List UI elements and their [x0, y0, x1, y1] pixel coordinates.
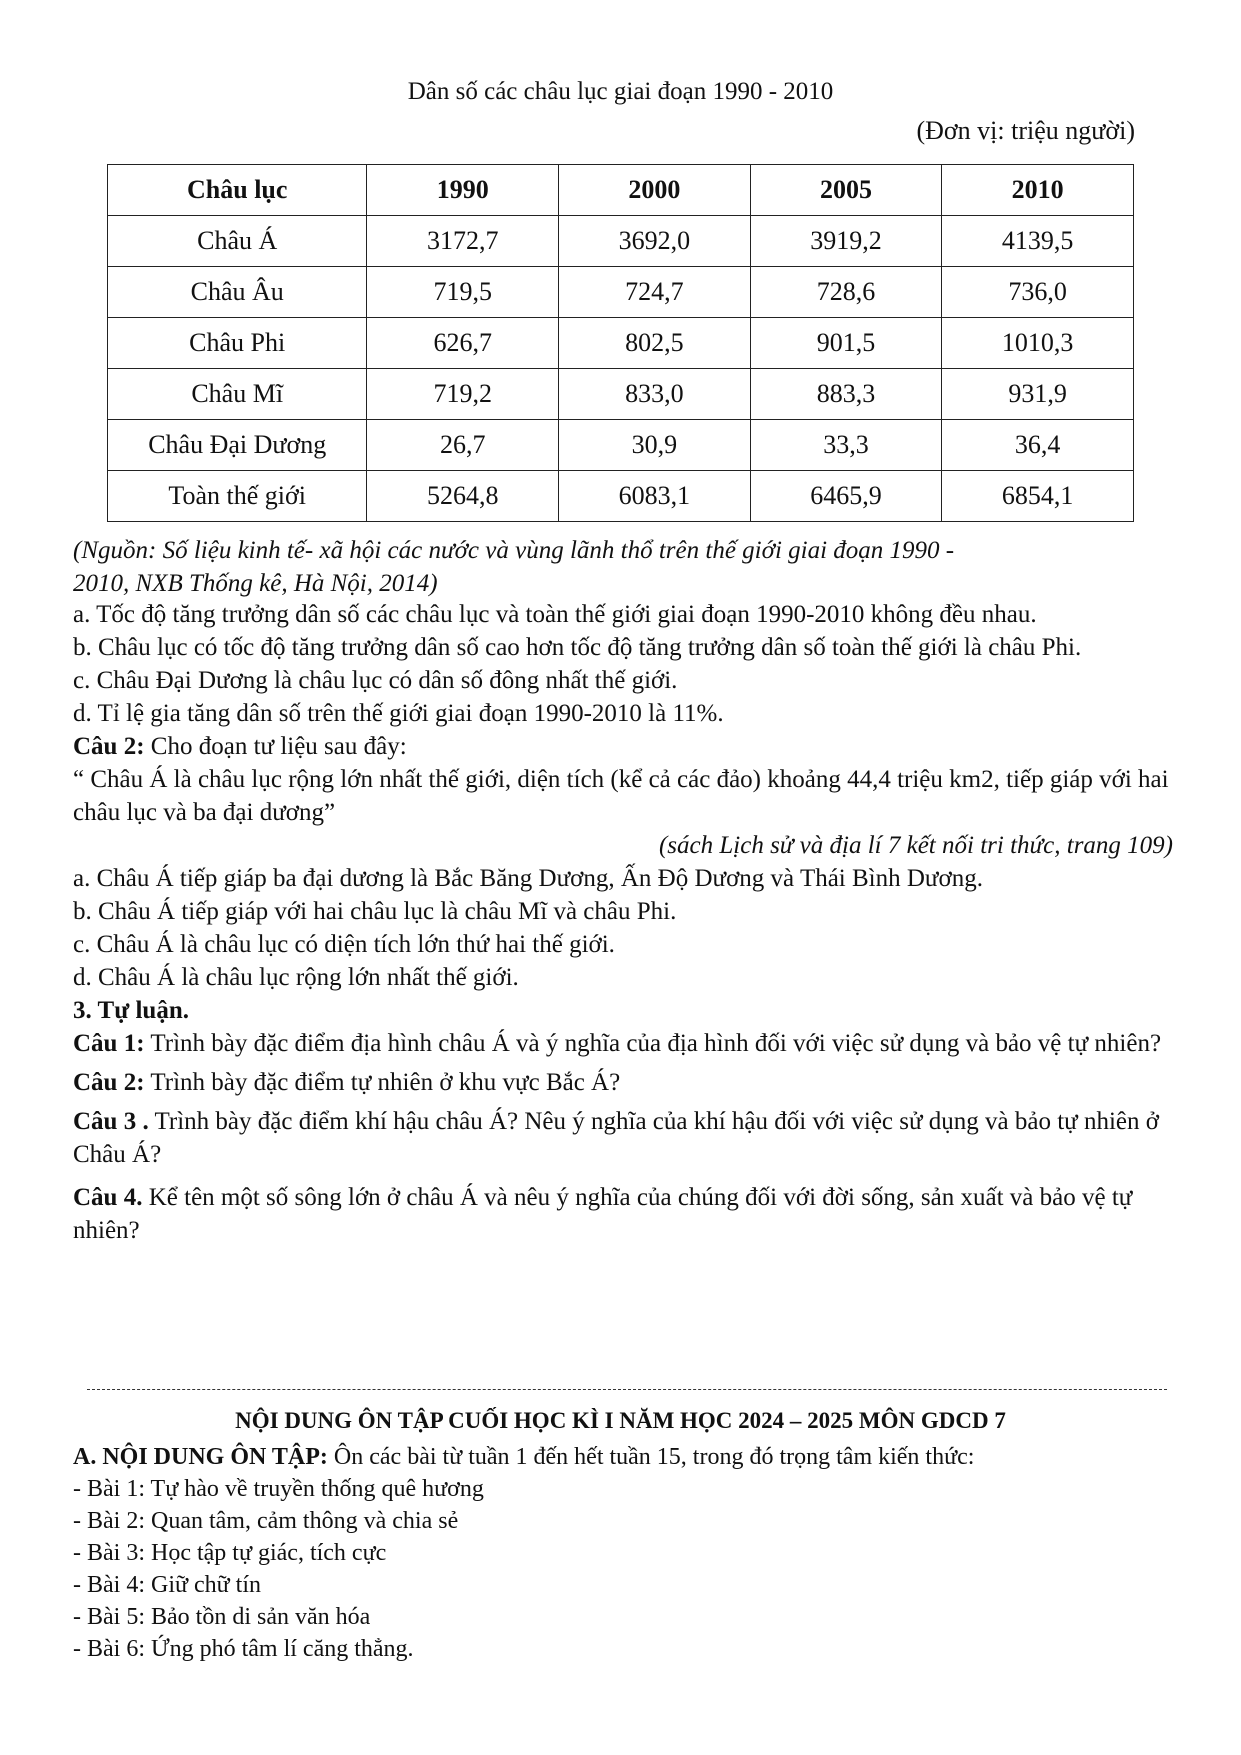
essay-question	[73, 1027, 1173, 1060]
header-cell: 2005	[750, 165, 942, 216]
review-intro	[73, 1441, 1173, 1473]
table-cell: 901,5	[750, 318, 942, 369]
table-cell: 3172,7	[367, 216, 559, 267]
dashed-separator	[87, 1389, 1167, 1390]
question-label: Câu 1:	[73, 1030, 145, 1057]
table-cell: 802,5	[559, 318, 751, 369]
questions-block	[73, 598, 1173, 1247]
statement-item: b. Châu lục có tốc độ tăng trưởng dân số cao hơn tốc độ tăng trưởng dân số toàn thế giới là châu Phi.	[73, 634, 1082, 661]
source-note	[73, 534, 1173, 600]
source-line: 2010, NXB Thống kê, Hà Nội, 2014)	[73, 570, 438, 597]
header-cell: Châu lục	[108, 165, 367, 216]
table-cell: 30,9	[559, 420, 751, 471]
table-cell: 719,2	[367, 369, 559, 420]
table-cell: 3692,0	[559, 216, 751, 267]
essay-heading	[73, 994, 1173, 1027]
table-cell: 5264,8	[367, 471, 559, 522]
lesson-item: - Bài 2: Quan tâm, cảm thông và chia sẻ	[73, 1508, 459, 1534]
question-text: Trình bày đặc điểm khí hậu châu Á? Nêu ý nghĩa của khí hậu đối với việc sử dụng và bảo tự nhiên ở Châu Á?	[73, 1108, 1159, 1168]
question-text: Trình bày đặc điểm địa hình châu Á và ý nghĩa của địa hình đối với việc sử dụng và bảo vệ tự nhiên?	[144, 1030, 1162, 1057]
statement-item: c. Châu Á là châu lục có diện tích lớn thứ hai thế giới.	[73, 931, 615, 958]
statement-item: b. Châu Á tiếp giáp với hai châu lục là châu Mĩ và châu Phi.	[73, 898, 677, 925]
source-line: (Nguồn: Số liệu kinh tế- xã hội các nước và vùng lãnh thổ trên thế giới giai đoạn 1990 -	[73, 537, 955, 564]
table-cell: 6083,1	[559, 471, 751, 522]
review-section	[73, 1441, 1173, 1665]
table-cell: 4139,5	[942, 216, 1134, 267]
table-cell: 724,7	[559, 267, 751, 318]
table-cell: 3919,2	[750, 216, 942, 267]
table-cell: 931,9	[942, 369, 1134, 420]
table-cell: 833,0	[559, 369, 751, 420]
question-label: Câu 3 .	[73, 1108, 149, 1135]
table-cell: 1010,3	[942, 318, 1134, 369]
table-row	[108, 369, 1134, 420]
table-cell: Châu Mĩ	[108, 369, 367, 420]
table-row	[108, 216, 1134, 267]
lesson-item: - Bài 4: Giữ chữ tín	[73, 1572, 261, 1598]
table-cell: 6854,1	[942, 471, 1134, 522]
table-cell: Châu Phi	[108, 318, 367, 369]
table-cell: 883,3	[750, 369, 942, 420]
quote: “ Châu Á là châu lục rộng lớn nhất thế giới, diện tích (kể cả các đảo) khoảng 44,4 triệu km2, tiếp giáp với hai châu lục và ba đại dương”	[73, 766, 1169, 826]
table-cell: 33,3	[750, 420, 942, 471]
statement-item: a. Châu Á tiếp giáp ba đại dương là Bắc Băng Dương, Ấn Độ Dương và Thái Bình Dương.	[73, 865, 983, 892]
section-label: A. NỘI DUNG ÔN TẬP:	[73, 1444, 328, 1470]
table-cell: Châu Âu	[108, 267, 367, 318]
table-cell: 626,7	[367, 318, 559, 369]
question-label: Câu 2:	[73, 733, 145, 760]
statement-item: a. Tốc độ tăng trưởng dân số các châu lục và toàn thế giới giai đoạn 1990-2010 không đều nhau.	[73, 601, 1037, 628]
lesson-item: - Bài 3: Học tập tự giác, tích cực	[73, 1540, 387, 1566]
citation: (sách Lịch sử và địa lí 7 kết nối tri thức, trang 109)	[658, 832, 1173, 859]
question-2	[73, 730, 1173, 763]
table-row	[108, 318, 1134, 369]
header-cell: 2010	[942, 165, 1134, 216]
essay-question	[73, 1066, 1173, 1099]
table-cell: 36,4	[942, 420, 1134, 471]
section-text: Ôn các bài từ tuần 1 đến hết tuần 15, trong đó trọng tâm kiến thức:	[327, 1444, 975, 1470]
essay-question	[73, 1105, 1173, 1171]
statement-item: c. Châu Đại Dương là châu lục có dân số đông nhất thế giới.	[73, 667, 678, 694]
table-cell: Châu Á	[108, 216, 367, 267]
unit-label: (Đơn vị: triệu người)	[916, 116, 1135, 145]
table-cell: Toàn thế giới	[108, 471, 367, 522]
header-cell: 2000	[559, 165, 751, 216]
lesson-item: - Bài 5: Bảo tồn di sản văn hóa	[73, 1604, 371, 1630]
lesson-item: - Bài 6: Ứng phó tâm lí căng thẳng.	[73, 1636, 414, 1662]
essay-heading-text: 3. Tự luận.	[73, 997, 189, 1024]
table-cell: 736,0	[942, 267, 1134, 318]
question-label: Câu 2:	[73, 1069, 145, 1096]
question-text: Trình bày đặc điểm tự nhiên ở khu vực Bắc Á?	[144, 1069, 621, 1096]
table-row	[108, 471, 1134, 522]
table-cell: 719,5	[367, 267, 559, 318]
section-heading: NỘI DUNG ÔN TẬP CUỐI HỌC KÌ I NĂM HỌC 2024 – 2025 MÔN GDCD 7	[235, 1408, 1006, 1433]
table-cell: Châu Đại Dương	[108, 420, 367, 471]
essay-question	[73, 1181, 1173, 1247]
question-text: Kể tên một số sông lớn ở châu Á và nêu ý nghĩa của chúng đối với đời sống, sản xuất và bảo vệ tự nhiên?	[73, 1184, 1133, 1244]
header-cell: 1990	[367, 165, 559, 216]
table-header-row	[108, 165, 1134, 216]
population-table	[107, 164, 1134, 522]
table-cell: 26,7	[367, 420, 559, 471]
statement-item: d. Tỉ lệ gia tăng dân số trên thế giới giai đoạn 1990-2010 là 11%.	[73, 700, 724, 727]
question-text: Cho đoạn tư liệu sau đây:	[144, 733, 407, 760]
table-cell: 6465,9	[750, 471, 942, 522]
question-label: Câu 4.	[73, 1184, 143, 1211]
lesson-item: - Bài 1: Tự hào về truyền thống quê hương	[73, 1476, 484, 1502]
table-title: Dân số các châu lục giai đoạn 1990 - 2010	[407, 78, 834, 105]
table-row	[108, 267, 1134, 318]
table-cell: 728,6	[750, 267, 942, 318]
statement-item: d. Châu Á là châu lục rộng lớn nhất thế giới.	[73, 964, 519, 991]
table-row	[108, 420, 1134, 471]
